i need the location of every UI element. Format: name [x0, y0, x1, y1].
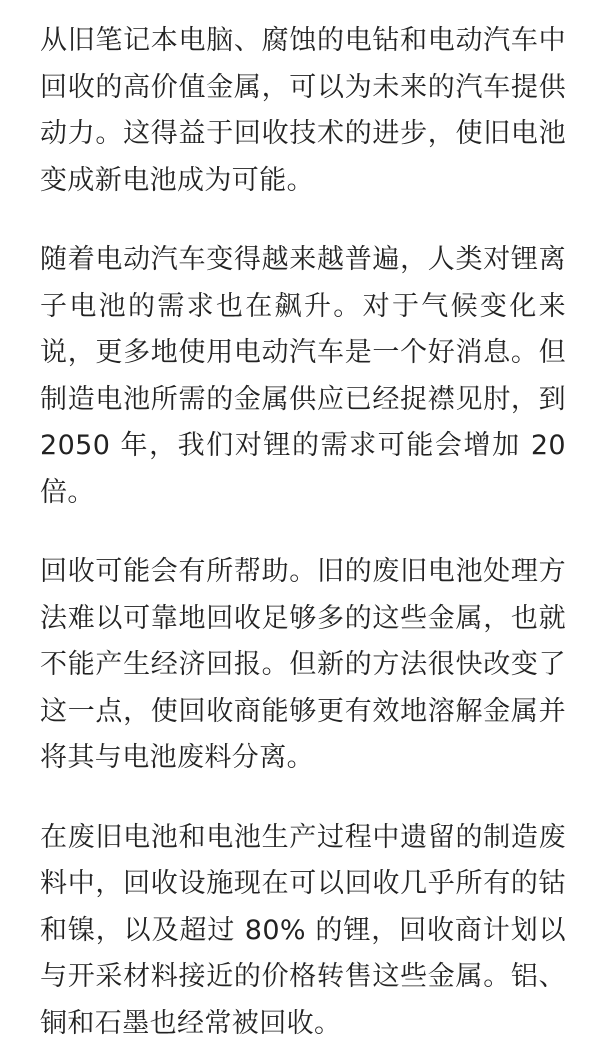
paragraph-recycling-help: 回收可能会有所帮助。旧的废旧电池处理方法难以可靠地回收足够多的这些金属，也就不能产生经济回报。但新的方法很快改变了这一点，使回收商能够更有效地溶解金属并将其与电池废料分离。	[40, 549, 566, 782]
paragraph-recycled-metals: 从旧笔记本电脑、腐蚀的电钻和电动汽车中回收的高价值金属，可以为未来的汽车提供动力。这得益于回收技术的进步，使旧电池变成新电池成为可能。	[40, 18, 566, 204]
paragraph-recovery-rates: 在废旧电池和电池生产过程中遗留的制造废料中，回收设施现在可以回收几乎所有的钴和镍，以及超过 80% 的锂，回收商计划以与开采材料接近的价格转售这些金属。铝、铜和石墨也经常被回收。	[40, 815, 566, 1047]
paragraph-battery-demand: 随着电动汽车变得越来越普遍，人类对锂离子电池的需求也在飙升。对于气候变化来说，更多地使用电动汽车是一个好消息。但制造电池所需的金属供应已经捉襟见肘，到 2050 年，我们对锂的需求可能会增加 20 倍。	[40, 237, 566, 516]
